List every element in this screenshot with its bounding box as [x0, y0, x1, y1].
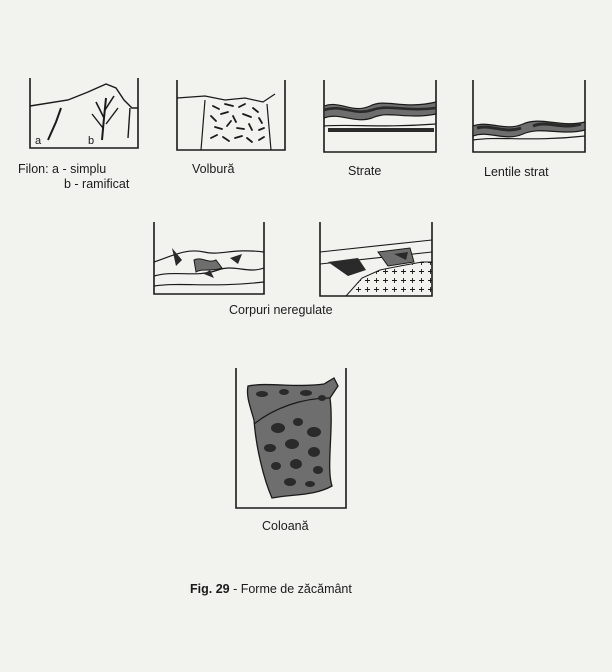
- strate-diagram: [322, 80, 438, 154]
- filon-marker-a: a: [35, 135, 42, 147]
- filon-diagram: [28, 78, 140, 150]
- strate-label: Strate: [348, 164, 382, 178]
- coloana-diagram: [234, 368, 348, 510]
- lentile-diagram: [471, 80, 587, 154]
- filon-label-line2: b - ramificat: [64, 177, 130, 191]
- figure-caption-text: - Forme de zăcământ: [229, 582, 352, 596]
- lentile-label: Lentile strat: [484, 165, 549, 179]
- corpuri-label: Corpuri neregulate: [229, 303, 333, 317]
- figure-number: Fig. 29: [190, 582, 230, 596]
- volbura-diagram: [175, 80, 287, 152]
- filon-label-line1: Filon: a - simplu: [18, 162, 107, 176]
- coloana-label: Coloană: [262, 519, 309, 533]
- figure-caption: [190, 582, 352, 596]
- volbura-label: Volbură: [192, 162, 235, 176]
- corpuri-diagram-right: [318, 222, 434, 298]
- corpuri-diagram-left: [152, 222, 266, 296]
- filon-marker-b: b: [88, 135, 95, 147]
